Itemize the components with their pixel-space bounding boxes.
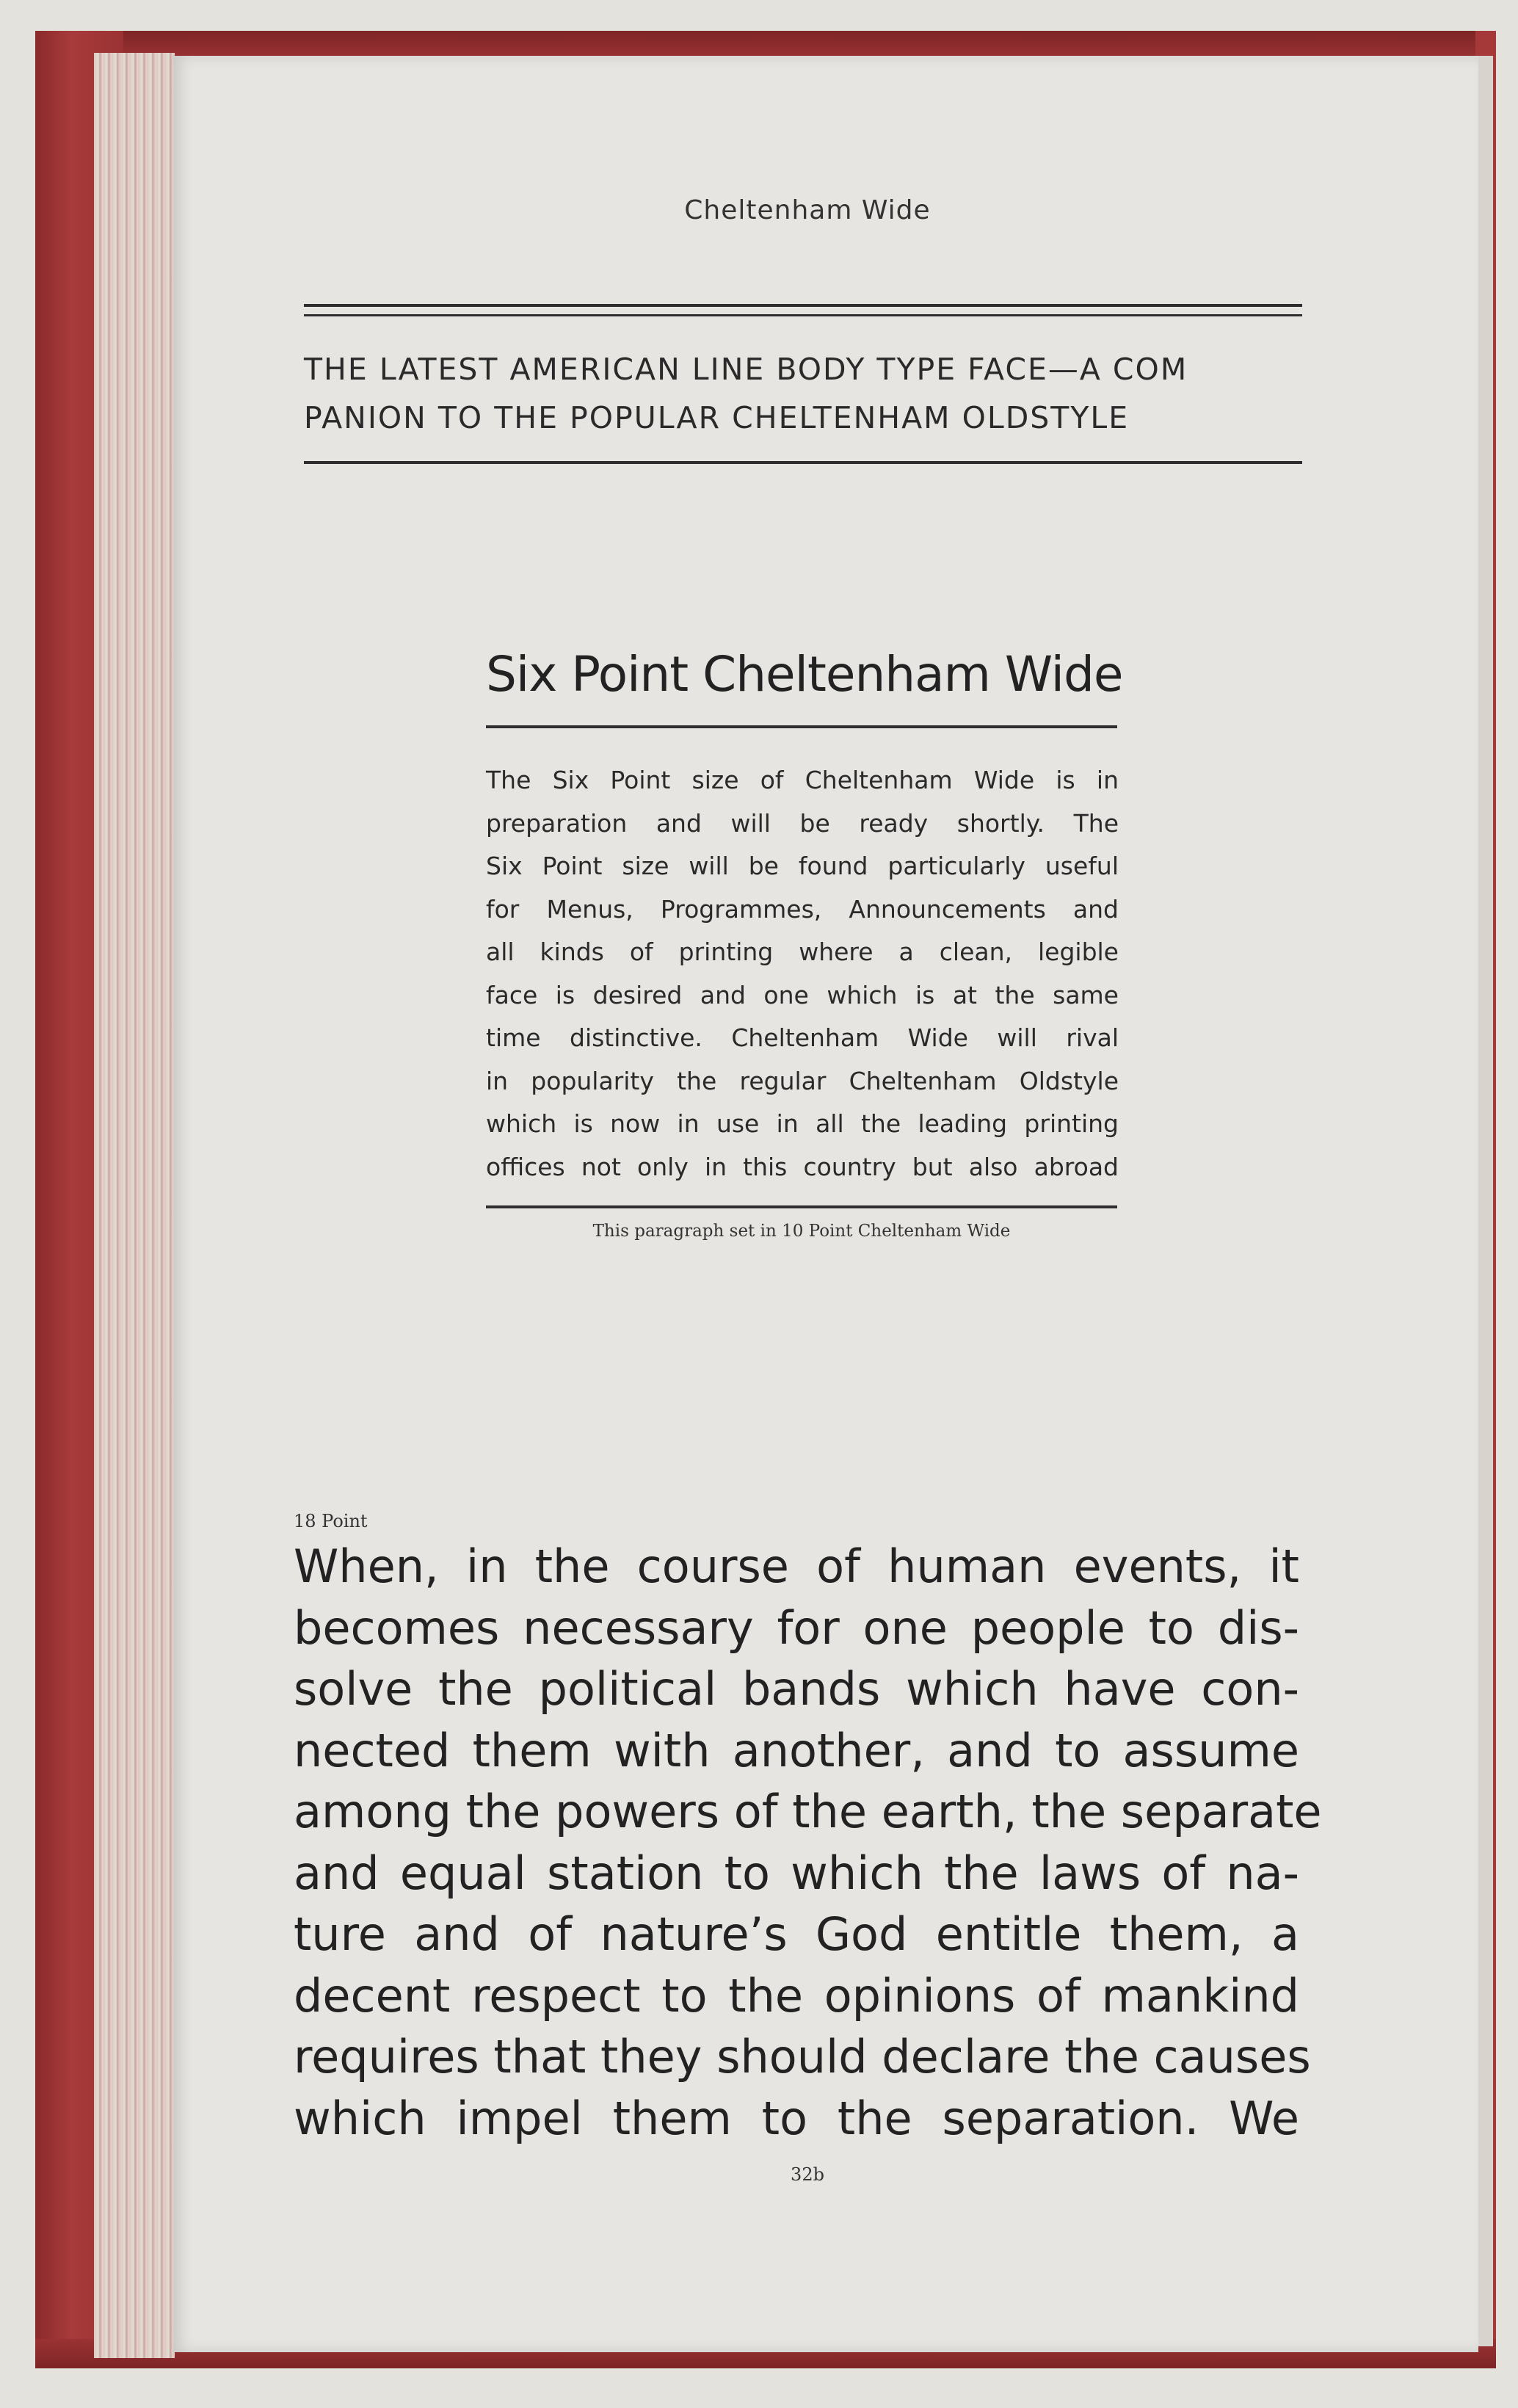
specimen-line: requires that they should declare the causes: [294, 2030, 1311, 2084]
heading-bottom-rule: [304, 461, 1302, 464]
specimen-line: solve the political bands which have con-: [294, 1662, 1299, 1716]
specimen-line: ture and of nature’s God entitle them, a: [294, 1907, 1299, 1961]
running-head: Cheltenham Wide: [684, 195, 931, 225]
sample-line: in popularity the regular Cheltenham Oldstyle: [486, 1066, 1119, 1095]
sample-line: all kinds of printing where a clean, legible: [486, 938, 1119, 966]
specimen-line: nected them with another, and to assume: [294, 1723, 1299, 1777]
heading-line-1: THE LATEST AMERICAN LINE BODY TYPE FACE—A COM: [304, 352, 1188, 387]
sample-line: for Menus, Programmes, Announcements and: [486, 894, 1119, 924]
page-edges: [94, 53, 175, 2358]
specimen-line: and equal station to which the laws of na-: [294, 1846, 1299, 1900]
heading-line-2: PANION TO THE POPULAR CHELTENHAM OLDSTYLE: [304, 400, 1130, 435]
sample-line: time distinctive. Cheltenham Wide will rival: [486, 1023, 1119, 1052]
page-number: 32b: [791, 2164, 824, 2185]
sample-paragraph: [486, 759, 1119, 1189]
sample-line: preparation and will be ready shortly. The: [486, 808, 1119, 838]
book-cover-top: [35, 31, 1496, 59]
specimen-line: decent respect to the opinions of mankind: [294, 1968, 1299, 2023]
heading-top-rule-2: [304, 314, 1302, 316]
sample-caption: This paragraph set in 10 Point Cheltenham Wide: [592, 1222, 1011, 1241]
specimen-line: among the powers of the earth, the separate: [294, 1785, 1322, 1838]
specimen-paragraph: [294, 1536, 1322, 2149]
sample-title: Six Point Cheltenham Wide: [486, 646, 1123, 703]
sample-title-rule: [486, 725, 1117, 728]
sample-line: offices not only in this country but also abroad: [486, 1152, 1119, 1181]
specimen-line: becomes necessary for one people to dis-: [294, 1600, 1299, 1655]
size-label: 18 Point: [294, 1511, 368, 1531]
sample-line: The Six Point size of Cheltenham Wide is in: [486, 766, 1119, 794]
sample-line: Six Point size will be found particularly useful: [486, 852, 1119, 880]
specimen-line: which impel them to the separation. We: [294, 2091, 1299, 2145]
specimen-line: When, in the course of human events, it: [294, 1540, 1299, 1593]
next-page-edge: [1478, 56, 1493, 2346]
sample-line: which is now in use in all the leading printing: [486, 1109, 1119, 1138]
page-heading: [304, 345, 1302, 442]
sample-line: face is desired and one which is at the same: [486, 980, 1119, 1009]
sample-bottom-rule: [486, 1205, 1117, 1208]
heading-top-rule-1: [304, 304, 1302, 307]
